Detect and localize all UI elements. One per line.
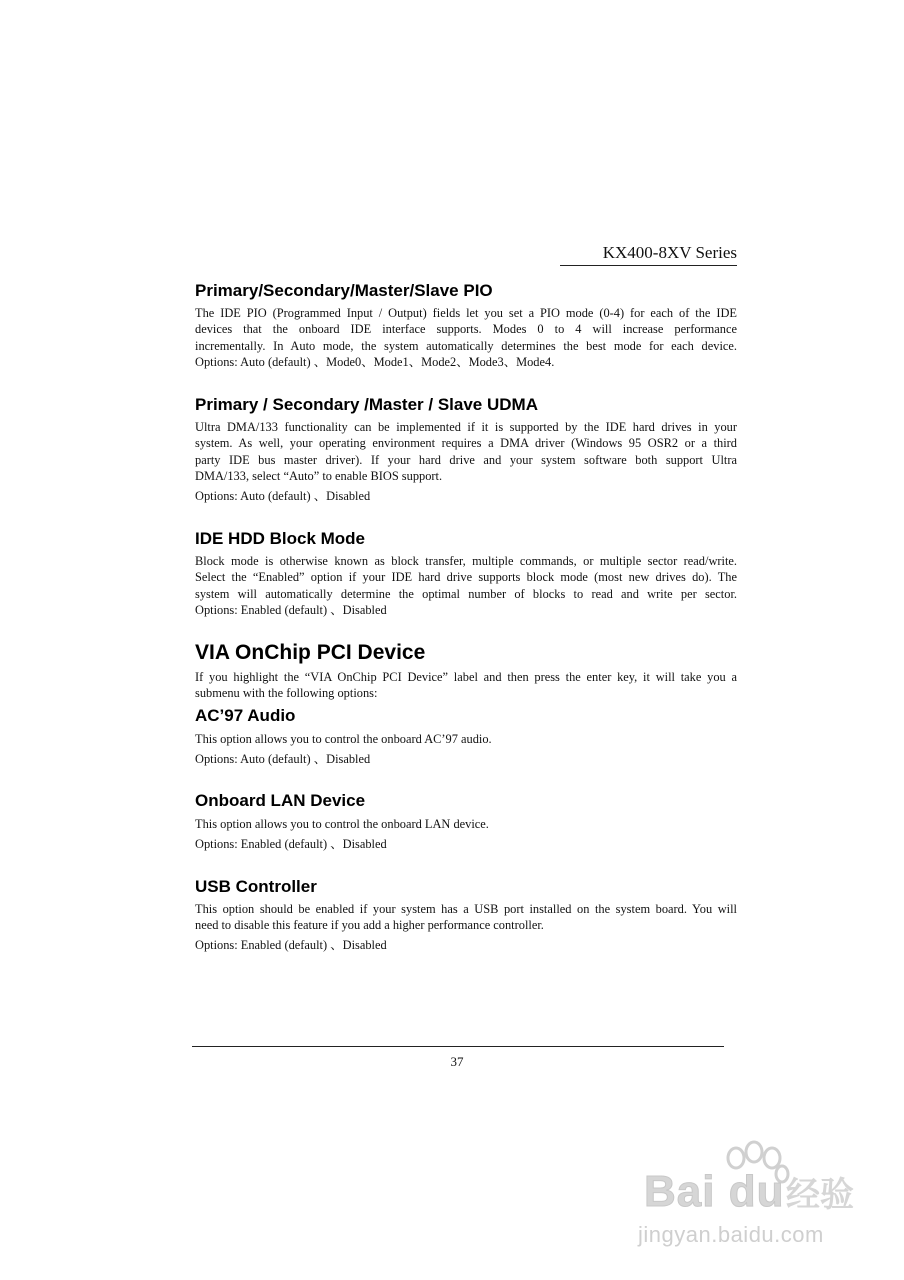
watermark-logo: Bai du bbox=[644, 1167, 785, 1216]
text-ac97-audio: This option allows you to control the onboard AC’97 audio. bbox=[195, 732, 492, 746]
text-onboard-lan: This option allows you to control the onboard LAN device. bbox=[195, 817, 489, 831]
text-line: devices that the onboard IDE interface supports. Modes 0 to 4 will increase performance bbox=[195, 322, 737, 337]
paragraph-pio bbox=[195, 305, 737, 370]
text-line: Block mode is otherwise known as block transfer, multiple commands, or multiple sector read/write. bbox=[195, 554, 737, 568]
text-line: incrementally. In Auto mode, the system automatically determines the best mode for each device. bbox=[195, 338, 737, 353]
options-ac97-audio: Options: Auto (default) 、Disabled bbox=[195, 752, 371, 766]
options-onboard-lan: Options: Enabled (default) 、Disabled bbox=[195, 837, 387, 851]
options-line: Options: Auto (default) 、Mode0、Mode1、Mode2、Mode3、Mode4. bbox=[195, 354, 555, 369]
text-line: Ultra DMA/133 functionality can be implemented if it is supported by the IDE hard drives in your bbox=[195, 420, 737, 434]
text-line: submenu with the following options: bbox=[195, 686, 378, 701]
text-line: Select the “Enabled” option if your IDE hard drive supports block mode (most new drives do). The bbox=[195, 570, 737, 585]
watermark-url: jingyan.baidu.com bbox=[638, 1222, 824, 1247]
heading-udma: Primary / Secondary /Master / Slave UDMA bbox=[195, 395, 538, 414]
text-line: The IDE PIO (Programmed Input / Output) fields let you set a PIO mode (0-4) for each of the IDE bbox=[195, 306, 737, 320]
paragraph-via-onchip bbox=[195, 669, 737, 702]
options-udma: Options: Auto (default) 、Disabled bbox=[195, 489, 371, 503]
series-header: KX400-8XV Series bbox=[560, 243, 737, 266]
heading-block-mode: IDE HDD Block Mode bbox=[195, 529, 366, 548]
options-line: Options: Enabled (default) 、Disabled bbox=[195, 602, 387, 617]
text-line: need to disable this feature if you add a higher performance controller. bbox=[195, 918, 544, 933]
footer-divider bbox=[192, 1046, 724, 1047]
heading-onboard-lan: Onboard LAN Device bbox=[195, 791, 366, 810]
paragraph-usb-controller bbox=[195, 901, 737, 934]
page-number: 37 bbox=[450, 1054, 464, 1069]
options-usb-controller: Options: Enabled (default) 、Disabled bbox=[195, 938, 387, 952]
paragraph-udma bbox=[195, 419, 737, 484]
text-line: If you highlight the “VIA OnChip PCI Device” label and then press the enter key, it will take you a bbox=[195, 670, 737, 684]
heading-pio: Primary/Secondary/Master/Slave PIO bbox=[195, 281, 493, 300]
text-line: system. As well, your operating environment requires a DMA driver (Windows 95 OSR2 or a third bbox=[195, 436, 737, 451]
text-line: DMA/133, select “Auto” to enable BIOS support. bbox=[195, 468, 443, 483]
heading-ac97-audio: AC’97 Audio bbox=[195, 706, 296, 725]
heading-via-onchip: VIA OnChip PCI Device bbox=[195, 641, 426, 664]
text-line: party IDE bus master driver). If your hard drive and your system software both support Ultra bbox=[195, 452, 737, 467]
watermark-logo-cn: 经验 bbox=[786, 1175, 854, 1215]
heading-usb-controller: USB Controller bbox=[195, 877, 317, 896]
text-line: This option should be enabled if your system has a USB port installed on the system board. You will bbox=[195, 902, 737, 916]
paragraph-block-mode bbox=[195, 553, 737, 618]
baidu-watermark bbox=[636, 1140, 866, 1270]
text-line: system will automatically determine the optimal number of blocks to read and write per sector. bbox=[195, 586, 737, 601]
